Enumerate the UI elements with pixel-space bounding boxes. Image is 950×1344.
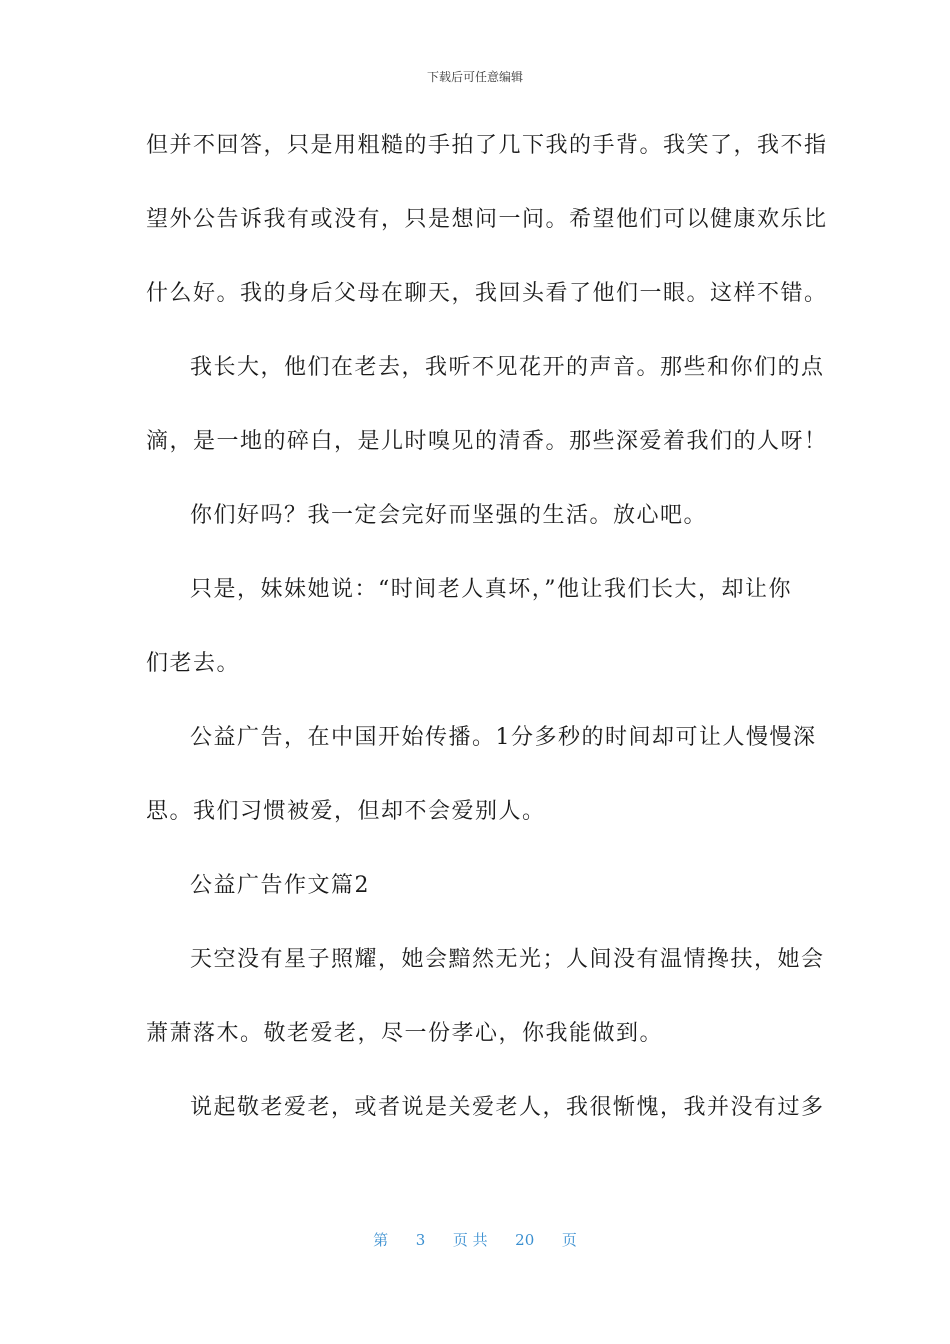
page-footer: [0, 1229, 950, 1250]
current-page-number: 3: [415, 1231, 426, 1249]
total-page-count: 20: [515, 1231, 535, 1249]
text-line: 什么好。我的身后父母在聊天，我回头看了他们一眼。这样不错。: [146, 281, 828, 306]
paragraph-start: 公益广告，在中国开始传播。1分多秒的时间却可让人慢慢深: [190, 725, 817, 750]
paragraph-start: 说起敬老爱老，或者说是关爱老人，我很惭愧，我并没有过多: [190, 1095, 825, 1120]
paragraph-start: 我长大，他们在老去，我听不见花开的声音。那些和你们的点: [190, 355, 825, 380]
text-line: 思。我们习惯被爱，但却不会爱别人。: [146, 799, 546, 824]
footer-middle: 页 共: [452, 1231, 488, 1249]
footer-suffix: 页: [561, 1231, 577, 1249]
paragraph-start: 天空没有星子照耀，她会黯然无光；人间没有温情搀扶，她会: [190, 947, 825, 972]
text-line: 但并不回答，只是用粗糙的手拍了几下我的手背。我笑了，我不指: [146, 133, 828, 158]
text-line: 们老去。: [146, 651, 241, 676]
text-line: 萧萧落木。敬老爱老，尽一份孝心，你我能做到。: [146, 1021, 664, 1046]
section-heading: 公益广告作文篇2: [190, 873, 370, 898]
paragraph-start: 你们好吗？我一定会完好而坚强的生活。放心吧。: [190, 503, 708, 528]
document-body: [146, 117, 828, 1153]
paragraph-start: 只是，妹妹她说：“时间老人真坏，”他让我们长大，却让你: [190, 577, 792, 602]
text-line: 滴，是一地的碎白，是儿时嗅见的清香。那些深爱着我们的人呀！: [146, 429, 828, 454]
footer-prefix: 第: [373, 1231, 389, 1249]
page-header: 下载后可任意编辑: [426, 70, 523, 84]
text-line: 望外公告诉我有或没有，只是想问一问。希望他们可以健康欢乐比: [146, 207, 828, 232]
